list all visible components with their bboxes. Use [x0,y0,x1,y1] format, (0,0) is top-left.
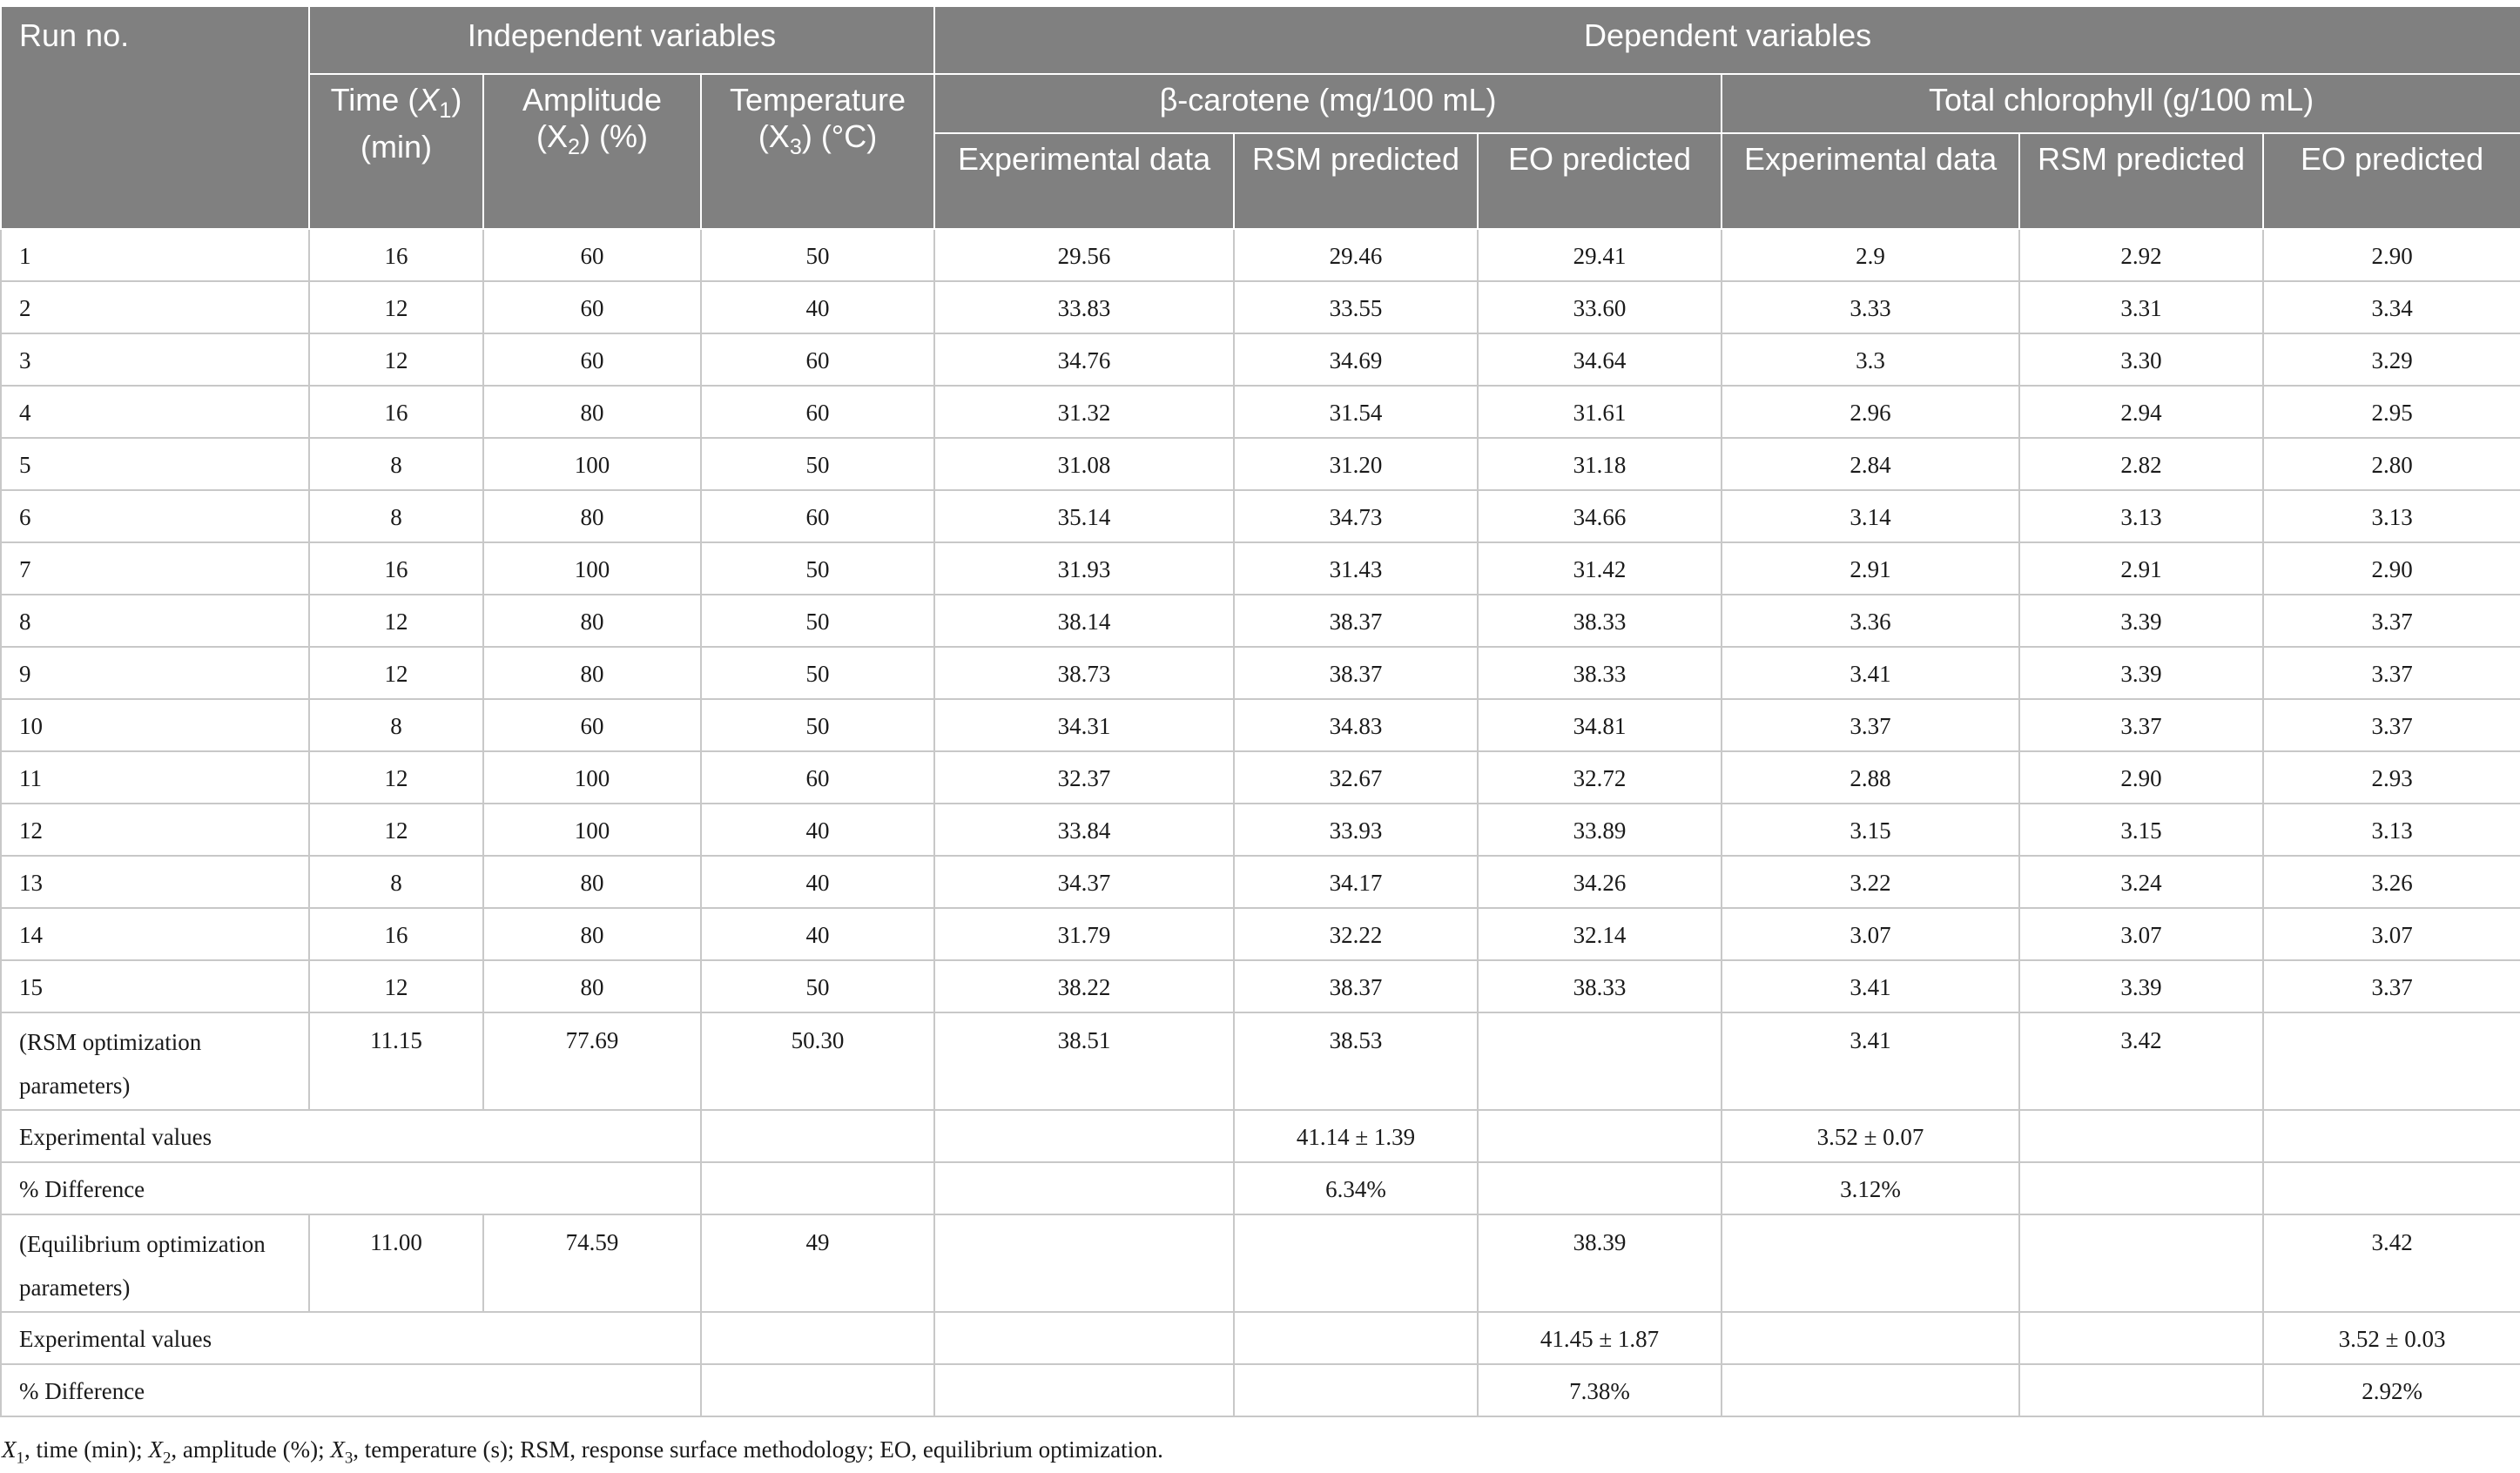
cell-bc-rsm: 29.46 [1234,229,1478,281]
cell-time: 12 [309,333,483,386]
cell-bc-rsm: 34.69 [1234,333,1478,386]
cell-amp: 80 [483,908,701,960]
cell-bc-exp: 33.83 [934,281,1234,333]
header-temperature: Temperature $(X_3)$ (°C) [701,74,934,229]
header-independent-variables: Independent variables [309,6,934,74]
cell-time: 8 [309,490,483,542]
eo-opt-label: (Equilibrium optimization parameters) [1,1214,309,1312]
cell-amp: 80 [483,960,701,1012]
table-row [1,908,2520,960]
cell-time: 8 [309,856,483,908]
header-tc-rsm: RSM predicted [2019,133,2263,229]
cell-temp: 50 [701,542,934,595]
cell-bc-eo: 33.60 [1478,281,1722,333]
header-dependent-variables: Dependent variables [934,6,2520,74]
cell-tc-exp: 3.36 [1722,595,2019,647]
cell-time: 12 [309,804,483,856]
eo-opt-bc-eo: 38.39 [1478,1214,1722,1312]
cell-tc-rsm: 2.91 [2019,542,2263,595]
rsm-diff-tc: 3.12% [1722,1162,2019,1214]
cell-tc-exp: 3.22 [1722,856,2019,908]
cell-run: 7 [1,542,309,595]
cell-tc-rsm: 3.07 [2019,908,2263,960]
cell-tc-eo: 3.34 [2263,281,2520,333]
cell-bc-exp: 31.79 [934,908,1234,960]
table-row [1,333,2520,386]
cell-run: 8 [1,595,309,647]
cell-amp: 60 [483,699,701,751]
cell-run: 2 [1,281,309,333]
cell-bc-exp: 38.73 [934,647,1234,699]
cell-time: 12 [309,595,483,647]
rsm-diff-bc: 6.34% [1234,1162,1478,1214]
cell-amp: 100 [483,438,701,490]
cell-bc-rsm: 34.83 [1234,699,1478,751]
rsm-opt-bc-rsm: 38.53 [1234,1012,1478,1110]
header-amplitude: Amplitude $(X_2)$ (%) [483,74,701,229]
cell-tc-eo: 3.37 [2263,595,2520,647]
table-row [1,595,2520,647]
cell-run: 9 [1,647,309,699]
cell-tc-eo: 2.95 [2263,386,2520,438]
cell-bc-rsm: 31.54 [1234,386,1478,438]
cell-temp: 40 [701,856,934,908]
cell-bc-rsm: 31.43 [1234,542,1478,595]
cell-time: 16 [309,229,483,281]
eo-exp-label: Experimental values [1,1312,701,1364]
table-footnote: $X_1$, time (min); $X_2$, amplitude (%); $X_3$, temperature (s); RSM, response surface methodology; EO, equilibrium optimization. [2,1436,1163,1468]
cell-bc-eo: 33.89 [1478,804,1722,856]
optimization-section [1,1012,2520,1416]
eo-opt-time: 11.00 [309,1214,483,1312]
eo-opt-temperature: 49 [701,1214,934,1312]
cell-temp: 50 [701,229,934,281]
header-bc-rsm: RSM predicted [1234,133,1478,229]
rsm-exp-label: Experimental values [1,1110,701,1162]
table-row [1,490,2520,542]
cell-tc-exp: 2.96 [1722,386,2019,438]
cell-bc-eo: 32.14 [1478,908,1722,960]
rsm-opt-bc-eo [1478,1012,1722,1110]
cell-bc-eo: 34.26 [1478,856,1722,908]
cell-time: 16 [309,386,483,438]
cell-amp: 100 [483,751,701,804]
cell-time: 16 [309,542,483,595]
cell-temp: 50 [701,595,934,647]
cell-run: 13 [1,856,309,908]
cell-time: 12 [309,281,483,333]
cell-tc-eo: 2.80 [2263,438,2520,490]
cell-run: 5 [1,438,309,490]
cell-bc-rsm: 31.20 [1234,438,1478,490]
cell-amp: 60 [483,333,701,386]
cell-tc-rsm: 3.24 [2019,856,2263,908]
eo-exp-tc: 3.52 ± 0.03 [2263,1312,2520,1364]
header-bc-experimental: Experimental data [934,133,1234,229]
cell-run: 1 [1,229,309,281]
rsm-experimental-row [1,1110,2520,1162]
cell-bc-rsm: 38.37 [1234,595,1478,647]
cell-amp: 80 [483,386,701,438]
eo-exp-bc: 41.45 ± 1.87 [1478,1312,1722,1364]
cell-tc-eo: 3.07 [2263,908,2520,960]
cell-run: 4 [1,386,309,438]
rsm-opt-tc-exp: 3.41 [1722,1012,2019,1110]
rsm-opt-bc-exp: 38.51 [934,1012,1234,1110]
cell-run: 10 [1,699,309,751]
header-beta-carotene: β-carotene (mg/100 mL) [934,74,1722,133]
cell-bc-exp: 31.93 [934,542,1234,595]
table-row [1,699,2520,751]
table-row [1,856,2520,908]
table-row [1,229,2520,281]
cell-amp: 100 [483,542,701,595]
cell-tc-eo: 2.90 [2263,229,2520,281]
eo-diff-label: % Difference [1,1364,701,1416]
cell-time: 8 [309,699,483,751]
eo-diff-bc: 7.38% [1478,1364,1722,1416]
eo-diff-tc: 2.92% [2263,1364,2520,1416]
cell-tc-exp: 3.41 [1722,647,2019,699]
cell-tc-eo: 3.26 [2263,856,2520,908]
cell-bc-eo: 32.72 [1478,751,1722,804]
cell-run: 3 [1,333,309,386]
table-row [1,386,2520,438]
rsm-exp-bc: 41.14 ± 1.39 [1234,1110,1478,1162]
cell-bc-rsm: 32.67 [1234,751,1478,804]
cell-bc-rsm: 34.73 [1234,490,1478,542]
eo-opt-tc-eo: 3.42 [2263,1214,2520,1312]
rsm-opt-temperature: 50.30 [701,1012,934,1110]
header-bc-eo: EO predicted [1478,133,1722,229]
cell-temp: 60 [701,490,934,542]
cell-time: 16 [309,908,483,960]
cell-bc-exp: 32.37 [934,751,1234,804]
cell-bc-exp: 34.37 [934,856,1234,908]
table-row [1,438,2520,490]
rsm-opt-amplitude: 77.69 [483,1012,701,1110]
cell-tc-rsm: 3.31 [2019,281,2263,333]
cell-tc-eo: 3.37 [2263,647,2520,699]
header-tc-eo: EO predicted [2263,133,2520,229]
cell-amp: 80 [483,647,701,699]
cell-time: 12 [309,751,483,804]
table-row [1,751,2520,804]
cell-tc-exp: 3.37 [1722,699,2019,751]
rsm-opt-time: 11.15 [309,1012,483,1110]
cell-bc-exp: 34.76 [934,333,1234,386]
cell-tc-eo: 3.37 [2263,699,2520,751]
table-row [1,647,2520,699]
cell-tc-rsm: 3.39 [2019,647,2263,699]
cell-bc-eo: 38.33 [1478,960,1722,1012]
cell-time: 12 [309,960,483,1012]
cell-bc-exp: 31.08 [934,438,1234,490]
cell-bc-eo: 31.42 [1478,542,1722,595]
cell-tc-rsm: 3.15 [2019,804,2263,856]
cell-tc-exp: 2.84 [1722,438,2019,490]
cell-bc-eo: 34.81 [1478,699,1722,751]
table-row [1,960,2520,1012]
eo-optimization-row [1,1214,2520,1312]
cell-bc-eo: 34.64 [1478,333,1722,386]
cell-temp: 60 [701,333,934,386]
cell-tc-eo: 3.29 [2263,333,2520,386]
results-table [0,5,2520,1417]
cell-bc-eo: 31.61 [1478,386,1722,438]
cell-temp: 50 [701,699,934,751]
cell-bc-exp: 31.32 [934,386,1234,438]
cell-bc-exp: 38.14 [934,595,1234,647]
cell-bc-rsm: 38.37 [1234,647,1478,699]
cell-bc-eo: 29.41 [1478,229,1722,281]
cell-temp: 40 [701,908,934,960]
cell-tc-rsm: 2.92 [2019,229,2263,281]
cell-amp: 60 [483,229,701,281]
cell-bc-exp: 33.84 [934,804,1234,856]
cell-amp: 80 [483,856,701,908]
cell-temp: 40 [701,281,934,333]
rsm-difference-row [1,1162,2520,1214]
eo-opt-amplitude: 74.59 [483,1214,701,1312]
table-row [1,542,2520,595]
rsm-diff-label: % Difference [1,1162,701,1214]
rsm-opt-tc-rsm: 3.42 [2019,1012,2263,1110]
cell-run: 14 [1,908,309,960]
cell-run: 11 [1,751,309,804]
cell-tc-exp: 3.07 [1722,908,2019,960]
cell-tc-rsm: 3.39 [2019,595,2263,647]
cell-tc-rsm: 3.13 [2019,490,2263,542]
cell-temp: 40 [701,804,934,856]
cell-run: 15 [1,960,309,1012]
cell-tc-rsm: 2.94 [2019,386,2263,438]
cell-temp: 60 [701,386,934,438]
cell-bc-eo: 34.66 [1478,490,1722,542]
rsm-exp-tc: 3.52 ± 0.07 [1722,1110,2019,1162]
cell-tc-rsm: 2.90 [2019,751,2263,804]
cell-temp: 50 [701,438,934,490]
cell-tc-exp: 2.9 [1722,229,2019,281]
cell-tc-eo: 3.13 [2263,490,2520,542]
cell-bc-rsm: 33.55 [1234,281,1478,333]
cell-tc-exp: 3.3 [1722,333,2019,386]
cell-bc-eo: 38.33 [1478,647,1722,699]
cell-tc-rsm: 3.30 [2019,333,2263,386]
cell-tc-exp: 3.33 [1722,281,2019,333]
cell-time: 8 [309,438,483,490]
table-row [1,804,2520,856]
cell-tc-eo: 2.93 [2263,751,2520,804]
cell-bc-exp: 35.14 [934,490,1234,542]
header-time: Time $(X_1)$ (min) [309,74,483,229]
cell-tc-exp: 3.14 [1722,490,2019,542]
cell-bc-rsm: 38.37 [1234,960,1478,1012]
cell-bc-exp: 38.22 [934,960,1234,1012]
cell-bc-eo: 31.18 [1478,438,1722,490]
eo-difference-row [1,1364,2520,1416]
cell-amp: 80 [483,490,701,542]
header-total-chlorophyll: Total chlorophyll (g/100 mL) [1722,74,2520,133]
cell-amp: 80 [483,595,701,647]
cell-tc-rsm: 3.37 [2019,699,2263,751]
cell-tc-rsm: 3.39 [2019,960,2263,1012]
cell-run: 12 [1,804,309,856]
header-tc-experimental: Experimental data [1722,133,2019,229]
rsm-opt-label: (RSM optimization parameters) [1,1012,309,1110]
cell-amp: 60 [483,281,701,333]
cell-bc-rsm: 32.22 [1234,908,1478,960]
cell-tc-rsm: 2.82 [2019,438,2263,490]
cell-run: 6 [1,490,309,542]
cell-bc-rsm: 34.17 [1234,856,1478,908]
table-body [1,229,2520,1012]
rsm-optimization-row [1,1012,2520,1110]
cell-tc-eo: 3.13 [2263,804,2520,856]
rsm-opt-tc-eo [2263,1012,2520,1110]
header-run-no: Run no. [1,6,309,229]
cell-time: 12 [309,647,483,699]
cell-tc-exp: 3.15 [1722,804,2019,856]
table-row [1,281,2520,333]
cell-tc-exp: 2.91 [1722,542,2019,595]
cell-temp: 50 [701,647,934,699]
cell-tc-exp: 3.41 [1722,960,2019,1012]
eo-experimental-row [1,1312,2520,1364]
cell-bc-rsm: 33.93 [1234,804,1478,856]
cell-tc-eo: 3.37 [2263,960,2520,1012]
cell-bc-exp: 29.56 [934,229,1234,281]
cell-amp: 100 [483,804,701,856]
cell-temp: 60 [701,751,934,804]
cell-tc-eo: 2.90 [2263,542,2520,595]
cell-tc-exp: 2.88 [1722,751,2019,804]
cell-bc-exp: 34.31 [934,699,1234,751]
cell-bc-eo: 38.33 [1478,595,1722,647]
cell-temp: 50 [701,960,934,1012]
